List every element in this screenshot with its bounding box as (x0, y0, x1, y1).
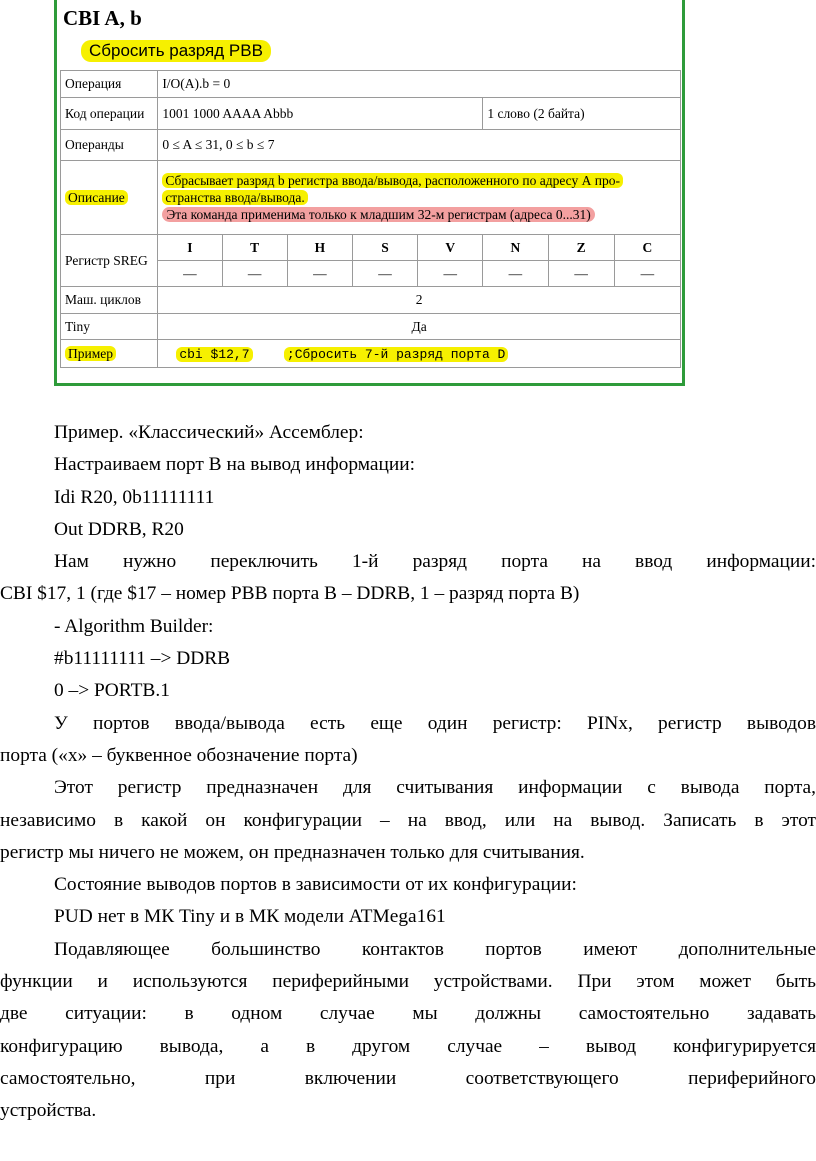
paragraph-line: самостоятельно, при включении соответствующего периферийного (0, 1067, 816, 1089)
row-value: 1001 1000 AAAA Abbb (158, 98, 483, 130)
paragraph-line: порта («x» – буквенное обозначение порта) (0, 744, 358, 766)
sreg-value: — (483, 261, 548, 287)
sreg-flag: I (158, 235, 222, 261)
paragraph: - Algorithm Builder: (54, 615, 214, 637)
paragraph-line: независимо в какой он конфигурации – на ввод, или на вывод. Записать в этот (0, 809, 816, 831)
sreg-flag: S (352, 235, 417, 261)
row-value: 0 ≤ A ≤ 31, 0 ≤ b ≤ 7 (158, 130, 681, 161)
row-value: 2 (158, 287, 681, 314)
example-code: cbi $12,7 (176, 347, 252, 362)
sreg-value: — (158, 261, 222, 287)
sreg-value: — (352, 261, 417, 287)
table-row (61, 314, 681, 340)
row-label: Операнды (61, 130, 158, 161)
paragraph: #b11111111 –> DDRB (54, 648, 231, 670)
paragraph-line: Нам нужно переключить 1-й разряд порта на ввод информации: (54, 551, 816, 573)
instruction-figure (54, 0, 685, 386)
description-note: Эта команда применима только к младшим 32-м регистрам (адреса 0...31) (162, 207, 594, 222)
paragraph-line: Подавляющее большинство контактов портов имеют дополнительные (54, 938, 816, 960)
instruction-subtitle: Сбросить разряд РВВ (81, 40, 271, 62)
paragraph-line: CBI $17, 1 (где $17 – номер РВВ порта B – DDRB, 1 – разряд порта B) (0, 583, 580, 605)
paragraph: Пример. «Классический» Ассемблер: (54, 422, 364, 443)
row-label: Код операции (61, 98, 158, 130)
sreg-value: — (287, 261, 352, 287)
sreg-flag: T (222, 235, 287, 261)
table-row (61, 287, 681, 314)
body-text (0, 417, 816, 1128)
row-size: 1 слово (2 байта) (483, 98, 681, 130)
description-line2: странства ввода/вывода. (162, 190, 307, 205)
paragraph-line: У портов ввода/вывода есть еще один регистр: PINx, регистр выводов (54, 712, 816, 734)
paragraph-line: конфигурацию вывода, а в другом случае – вывод конфигурируется (0, 1035, 816, 1057)
paragraph: PUD нет в МК Tiny и в МК модели ATMega161 (54, 906, 446, 928)
row-label (61, 161, 158, 235)
paragraph: Out DDRB, R20 (54, 518, 184, 540)
instruction-spec-table (60, 70, 681, 368)
sreg-flag: V (418, 235, 483, 261)
paragraph: Состояние выводов портов в зависимости от их конфигурации: (54, 874, 577, 896)
row-value: Да (158, 314, 681, 340)
table-row (61, 98, 681, 130)
example-comment: ;Сбросить 7-й разряд порта D (284, 347, 508, 362)
sreg-flag: N (483, 235, 548, 261)
row-label: Маш. циклов (61, 287, 158, 314)
sreg-value: — (548, 261, 614, 287)
paragraph: 0 –> PORTB.1 (54, 680, 170, 702)
row-label: Регистр SREG (61, 235, 158, 287)
instruction-title: CBI A, b (63, 6, 142, 30)
description-label: Описание (65, 190, 128, 205)
example-label: Пример (65, 346, 116, 361)
paragraph-line: регистр мы ничего не можем, он предназначен только для считывания. (0, 841, 585, 863)
table-row (61, 130, 681, 161)
paragraph-line: две ситуации: в одном случае мы должны самостоятельно задавать (0, 1003, 816, 1025)
description-line1: Сбрасывает разряд b регистра ввода/вывода, расположенного по адресу А про- (162, 173, 623, 188)
example-cell (158, 340, 681, 368)
table-row (61, 340, 681, 368)
sreg-value: — (614, 261, 680, 287)
table-row (61, 235, 681, 261)
paragraph: Idi R20, 0b11111111 (54, 486, 215, 508)
paragraph: Настраиваем порт B на вывод информации: (54, 454, 416, 476)
sreg-flag: C (614, 235, 680, 261)
sreg-flag: Z (548, 235, 614, 261)
paragraph-line: функции и используются периферийными устройствами. При этом может быть (0, 971, 816, 993)
row-label: Tiny (61, 314, 158, 340)
paragraph-line: Этот регистр предназначен для считывания информации с вывода порта, (54, 777, 816, 799)
sreg-flag: H (287, 235, 352, 261)
sreg-value: — (418, 261, 483, 287)
table-row (61, 71, 681, 98)
row-label: Операция (61, 71, 158, 98)
row-value: I/O(A).b = 0 (158, 71, 681, 98)
row-label (61, 340, 158, 368)
description-cell (158, 161, 681, 235)
paragraph-line: устройства. (0, 1100, 97, 1122)
sreg-value: — (222, 261, 287, 287)
table-row (61, 161, 681, 235)
